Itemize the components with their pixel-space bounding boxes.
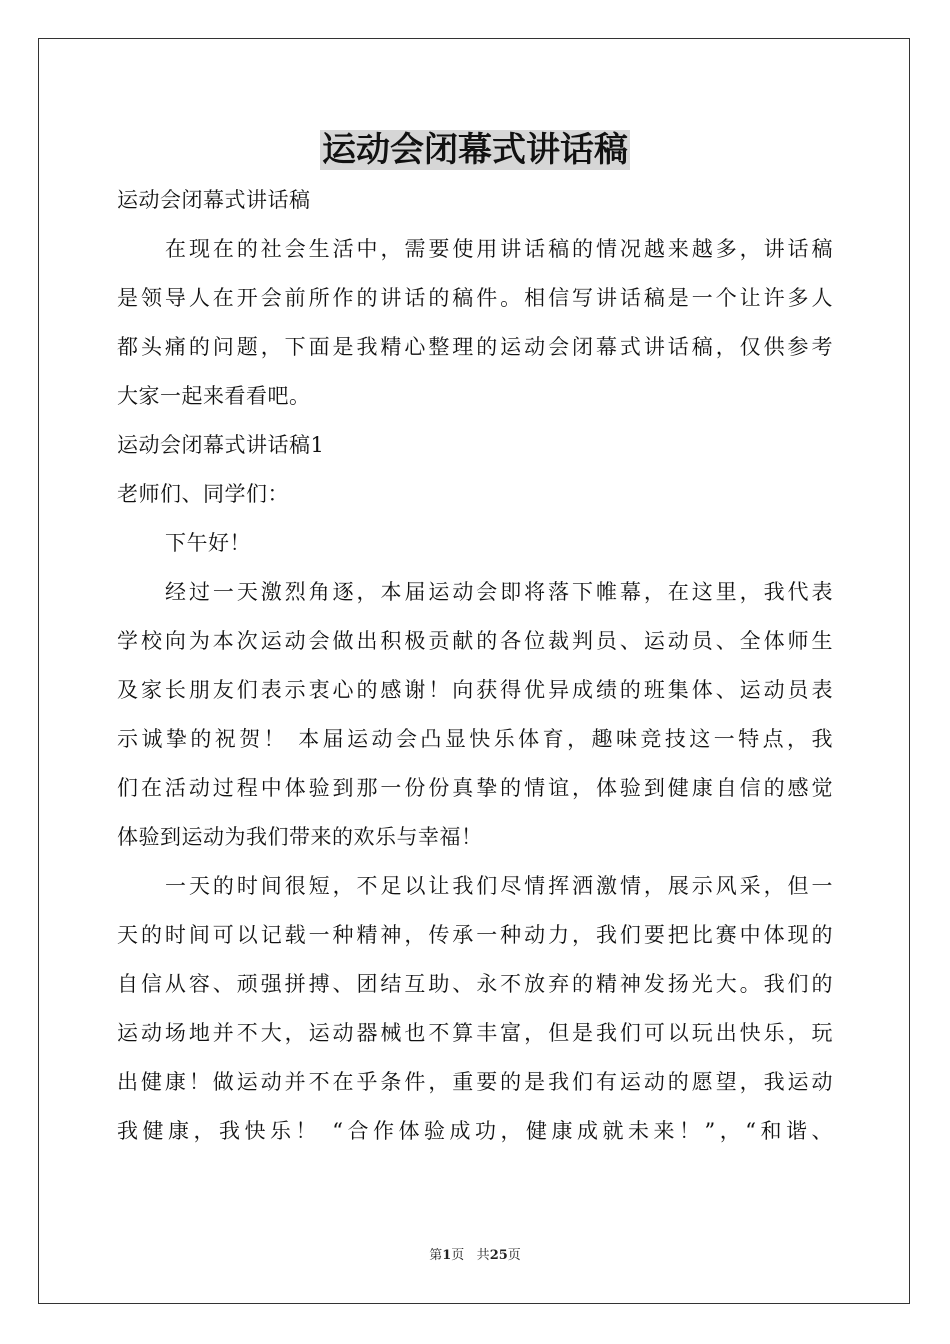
footer-page-prefix: 第 (429, 1248, 443, 1263)
text-line: 示诚挚的祝贺！ 本届运动会凸显快乐体育，趣味竞技这一特点，我 (117, 727, 833, 751)
text-line: 天的时间可以记载一种精神，传承一种动力，我们要把比赛中体现的 (117, 923, 833, 947)
text-line: 经过一天激烈角逐，本届运动会即将落下帷幕，在这里，我代表 (165, 580, 833, 604)
footer-page-suffix: 页 (451, 1248, 465, 1263)
footer-total-pages: 25 (489, 1248, 508, 1263)
text-line: 及家长朋友们表示衷心的感谢！向获得优异成绩的班集体、运动员表 (117, 678, 833, 702)
document-title (0, 126, 950, 174)
text-line: 学校向为本次运动会做出积极贡献的各位裁判员、运动员、全体师生 (117, 629, 833, 653)
text-line: 们在活动过程中体验到那一份份真挚的情谊，体验到健康自信的感觉 (117, 776, 833, 800)
text-line: 在现在的社会生活中，需要使用讲话稿的情况越来越多，讲话稿 (165, 237, 833, 261)
document-body (117, 176, 833, 1156)
text-line: 下午好！ (165, 531, 251, 555)
text-line: 运动场地并不大，运动器械也不算丰富，但是我们可以玩出快乐，玩 (117, 1021, 833, 1045)
footer-page-number: 1 (442, 1248, 452, 1263)
footer-total-suffix: 页 (507, 1248, 521, 1263)
text-line: 大家一起来看看吧。 (117, 384, 311, 408)
text-line: 运动会闭幕式讲话稿1 (117, 433, 325, 457)
text-line: 体验到运动为我们带来的欢乐与幸福！ (117, 825, 483, 849)
text-line: 出健康！做运动并不在乎条件，重要的是我们有运动的愿望，我运动 (117, 1070, 833, 1094)
footer-total-prefix: 共 (476, 1248, 490, 1263)
text-line: 老师们、同学们： (117, 482, 289, 506)
text-line: 是领导人在开会前所作的讲话的稿件。相信写讲话稿是一个让许多人 (117, 286, 833, 310)
page-footer (0, 1246, 950, 1266)
text-line: 我健康，我快乐！ “合作体验成功，健康成就未来！”，“和谐、 (117, 1119, 833, 1143)
text-line: 运动会闭幕式讲话稿 (117, 188, 311, 212)
text-line: 自信从容、顽强拼搏、团结互助、永不放弃的精神发扬光大。我们的 (117, 972, 833, 996)
text-line: 一天的时间很短，不足以让我们尽情挥洒激情，展示风采，但一 (165, 874, 833, 898)
text-line: 都头痛的问题，下面是我精心整理的运动会闭幕式讲话稿，仅供参考 (117, 335, 833, 359)
document-title-text: 运动会闭幕式讲话稿 (322, 130, 628, 170)
